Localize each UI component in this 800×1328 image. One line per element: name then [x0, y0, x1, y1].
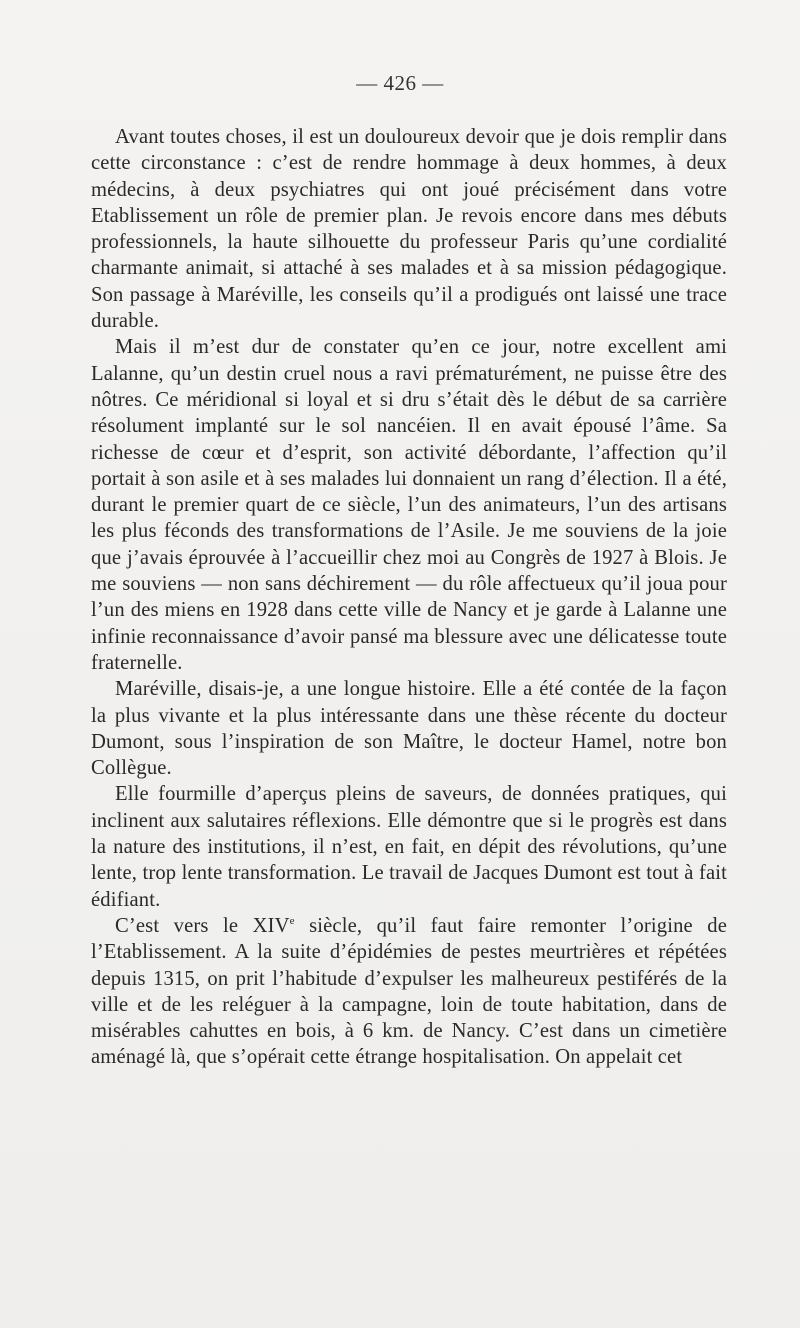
paragraph-1: Avant toutes choses, il est un douloureux devoir que je dois remplir dans cette circonstance : c’est de rendre hommage à deux hommes, à deux médecins, à deux psychiatres qui ont joué précisément dans votre Etablissement un rôle de premier plan. Je revois encore dans mes débuts professionnels, la haute silhouette du professeur Paris qu’une cordialité charmante animait, si attaché à ses malades et à sa mission pédagogique. Son passage à Maréville, les conseils qu’il a prodigués ont laissé une trace durable.: [91, 126, 727, 333]
paragraph-3: Maréville, disais-je, a une longue histoire. Elle a été contée de la façon la plus vivante et la plus intéressante dans une thèse récente du docteur Dumont, sous l’inspiration de son Maître, le docteur Hamel, notre bon Collègue.: [91, 678, 727, 780]
paragraph-5: [91, 913, 727, 1071]
paragraph-2: Mais il m’est dur de constater qu’en ce jour, notre excellent ami Lalanne, qu’un destin cruel nous a ravi prématurément, ne puisse être des nôtres. Ce méridional si loyal et si dru s’était dès le début de sa carrière résolument implanté sur le sol nancéien. Il en avait épousé l’âme. Sa richesse de cœur et d’esprit, son activité débordante, l’affection qu’il portait à son asile et à ses malades lui donnaient un rang d’élection. Il a été, durant le premier quart de ce siècle, l’un des animateurs, l’un des artisans les plus féconds des transformations de l’Asile. Je me souviens de la joie que j’avais éprouvée à l’accueillir chez moi au Congrès de 1927 à Blois. Je me souviens — non sans déchirement — du rôle affectueux qu’il joua pour l’un des miens en 1928 dans cette ville de Nancy et je garde à Lalanne une infinie reconnaissance d’avoir pansé ma blessure avec une délicatesse toute fraternelle.: [91, 336, 727, 674]
paragraph-5-rest: siècle, qu’il faut faire remonter l’origine de l’Etablissement. A la suite d’épidémies de pestes meurtrières et répétées depuis 1315, on prit l’habitude d’expulser les malheureux pestiférés de la ville et de les reléguer à la campagne, loin de toute habitation, dans de misérables cahuttes en bois, à 6 km. de Nancy. C’est dans un cimetière aménagé là, que s’opérait cette étrange hospitalisation. On appelait cet: [91, 914, 727, 1069]
page-number: — 426 —: [356, 71, 444, 95]
paragraph-4: Elle fourmille d’aperçus pleins de saveurs, de données pratiques, qui inclinent aux salutaires réflexions. Elle démontre que si le progrès est dans la nature des institutions, il n’est, en fait, en dépit des révolutions, qu’une lente, trop lente transformation. Le travail de Jacques Dumont est tout à fait édifiant.: [91, 783, 727, 911]
body-text: [91, 124, 727, 1071]
paragraph-5-start: C’est vers le XIV: [115, 914, 290, 937]
century-superscript: e: [289, 915, 295, 928]
